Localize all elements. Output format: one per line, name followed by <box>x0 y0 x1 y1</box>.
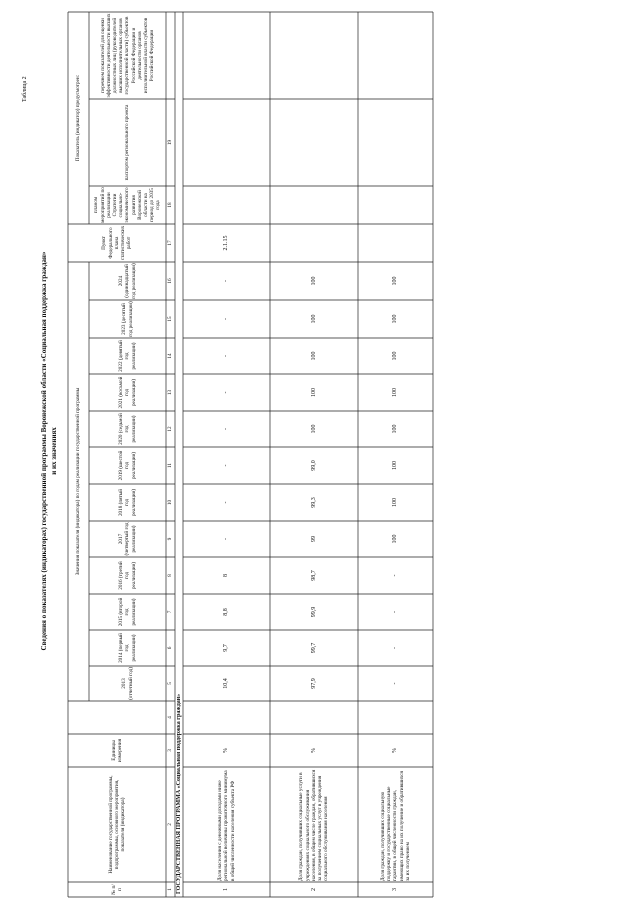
row-1-value-2015: 8,8 <box>223 608 230 616</box>
row-2-value-2021: 100 <box>310 388 317 397</box>
row-2-ind-regional-project <box>270 99 358 186</box>
header-year-2022: 2022 (девятый год реализации) <box>118 340 137 372</box>
row-2-value-2018: 99,3 <box>310 497 317 508</box>
header-fed-plan: Пункт Федерального плана статистических работ <box>101 225 133 261</box>
header-year-2019: 2019 (шестой год реализации) <box>118 450 137 481</box>
row-3-value-2016: - <box>392 574 399 577</box>
row-1-value-2022: - <box>223 355 230 357</box>
header-year-2016: 2016 (третий год реализации) <box>118 561 137 590</box>
header-year-2020: 2020 (седьмой год реализации) <box>118 413 137 445</box>
column-number-18: 18 <box>167 202 174 208</box>
row-2-ind-efficiency <box>270 12 358 99</box>
row-1-ind-regional-project <box>183 99 270 186</box>
row-1-value-2023: - <box>223 318 230 320</box>
column-number-11: 11 <box>167 463 174 468</box>
row-3-value-2014: - <box>392 647 399 649</box>
header-year-2014: 2014 (первый год реализации) <box>118 633 137 663</box>
column-number-9: 9 <box>167 537 174 541</box>
row-3-value-2020: 100 <box>392 424 399 434</box>
row-3-value-2021: 100 <box>392 388 399 397</box>
row-2-unit: % <box>310 748 317 753</box>
row-1-ind-efficiency <box>183 12 270 99</box>
header-values-group: Значения показателя (индикатора) по годам реализации государственной программы <box>75 387 82 576</box>
column-number-10: 10 <box>167 499 174 506</box>
row-2-value-2016: 98,7 <box>310 570 317 581</box>
row-2-num: 2 <box>310 888 317 891</box>
row-2-value-2014: 99,7 <box>310 642 317 654</box>
row-1-ind-strategy <box>183 186 270 224</box>
row-2-value-2022: 100 <box>310 351 317 361</box>
row-2-value-2023: 100 <box>310 314 317 324</box>
row-2-fed-plan <box>270 224 358 262</box>
row-3-unit: % <box>392 748 399 753</box>
row-2-name: Доля граждан, получивших социальные услуги в учреждениях социального обслуживания населения, в общем числе граждан, обратившихся за получением социальных услуг в учреждения социального обслуживания населения <box>298 769 330 881</box>
header-ind-efficiency: перечнем показателей для оценки эффективности деятельности высших должностных лиц (руководителей высших исполнительных органов государственной власти) субъектов Российской Федерации и деятельности органов исполнительной власти субъектов Российской Федерации <box>99 13 156 98</box>
row-3-value-2015: - <box>392 611 399 613</box>
column-number-17: 17 <box>167 240 174 246</box>
column-number-14: 14 <box>167 353 174 359</box>
row-2-value-2013: 97,9 <box>310 678 317 689</box>
document-title: Сведения о показателях (индикаторах) государственной программы Воронежской области «Социальная поддержка граждан» <box>40 251 48 651</box>
row-3-num: 3 <box>392 888 399 891</box>
program-row-title: ГОСУДАРСТВЕННАЯ ПРОГРАММА «Социальная поддержка граждан» <box>176 693 182 894</box>
row-1-value-2018: - <box>223 501 230 504</box>
row-3-value-2018: 100 <box>392 498 399 507</box>
row-1-name: Доля населения с денежными доходами ниже региональной величины прожиточного минимума в общей численности населения субъекта РФ <box>217 770 236 881</box>
row-3-name: Доля граждан, получивших социальную поддержку и государственные социальные гарантии, в общей численности граждан, имеющих право на их получение и обратившихся за их получением <box>379 771 411 881</box>
row-3-ind-strategy <box>358 186 433 224</box>
document-subtitle: и их значениях <box>50 427 58 475</box>
column-number-16: 16 <box>167 278 174 284</box>
row-3-value-2017: 100 <box>392 534 399 544</box>
column-number-8: 8 <box>167 574 174 577</box>
header-year-2023: 2023 (десятый год реализации) <box>121 301 134 337</box>
header-unit: Единицы измерения <box>110 738 123 763</box>
header-year-2021: 2021 (восьмой год реализации) <box>118 376 137 409</box>
row-2-value-2020: 100 <box>310 424 317 434</box>
row-1-value-2014: 9,7 <box>223 644 230 652</box>
header-year-2024: 2024 (одиннадцатый год реализации) <box>118 263 137 299</box>
header-ind-regional-project: паспортом регионального проекта <box>124 104 131 181</box>
row-1-value-2019: - <box>223 464 230 467</box>
column-number-13: 13 <box>167 389 174 396</box>
row-1-value-2024: - <box>223 280 230 282</box>
header-indicator-group: Показатель (индикатор) предусмотрен: <box>75 74 82 162</box>
column-number-3: 3 <box>167 749 174 752</box>
row-2-value-2019: 99,0 <box>310 460 317 471</box>
column-number-4: 4 <box>167 716 174 719</box>
row-1-value-2021: - <box>223 391 230 394</box>
header-ind-strategy: планом мероприятий по реализации Стратегии социально-экономического развития Воронежской области на период до 2035 года <box>93 187 162 223</box>
row-3-value-2023: 100 <box>392 314 399 324</box>
row-3-value-2019: 100 <box>392 461 399 470</box>
row-1-value-2013: 10,4 <box>223 678 230 689</box>
column-number-6: 6 <box>167 646 174 650</box>
column-number-2: 2 <box>167 823 174 826</box>
row-1-num: 1 <box>223 888 230 891</box>
row-3-ind-efficiency <box>358 12 433 99</box>
column-number-15: 15 <box>167 316 174 322</box>
table-label: Таблица 2 <box>22 76 28 102</box>
header-year-2013: 2013 (отчетный год) <box>121 667 134 700</box>
row-3-value-2022: 100 <box>392 351 399 361</box>
header-year-2018: 2018 (пятый год реализации) <box>118 488 137 517</box>
column-number-7: 7 <box>167 610 174 614</box>
row-3-ind-regional-project <box>358 99 433 186</box>
row-2-value-2024: 100 <box>310 276 317 286</box>
row-2-value-2017: 99 <box>310 536 317 542</box>
header-num: № п/п <box>110 884 123 895</box>
column-number-blank <box>166 12 175 99</box>
row-3-value-2024: 100 <box>392 276 399 286</box>
row-1-value-2017: - <box>223 538 230 540</box>
row-3-fed-plan <box>358 224 433 262</box>
header-year-2017: 2017 (четвертый год реализации) <box>118 522 137 556</box>
column-number-1: 1 <box>167 888 174 891</box>
row-1-value-2016: 8 <box>223 574 230 577</box>
row-1-value-2020: - <box>223 428 230 430</box>
row-3-value-2013: - <box>392 682 399 685</box>
column-number-19: 19 <box>167 139 174 146</box>
column-number-5: 5 <box>167 682 174 685</box>
header-name: Наименование государственной программы, подпрограммы, основного мероприятия, показателя (индикатора) <box>107 775 127 874</box>
row-1-fed-plan: 2.1.15 <box>223 235 230 251</box>
row-2-value-2015: 99,9 <box>310 606 317 618</box>
header-year-2015: 2015 (второй год реализации) <box>118 597 137 627</box>
row-2-ind-strategy <box>270 186 358 224</box>
column-number-12: 12 <box>167 426 174 432</box>
row-1-unit: % <box>223 748 230 753</box>
